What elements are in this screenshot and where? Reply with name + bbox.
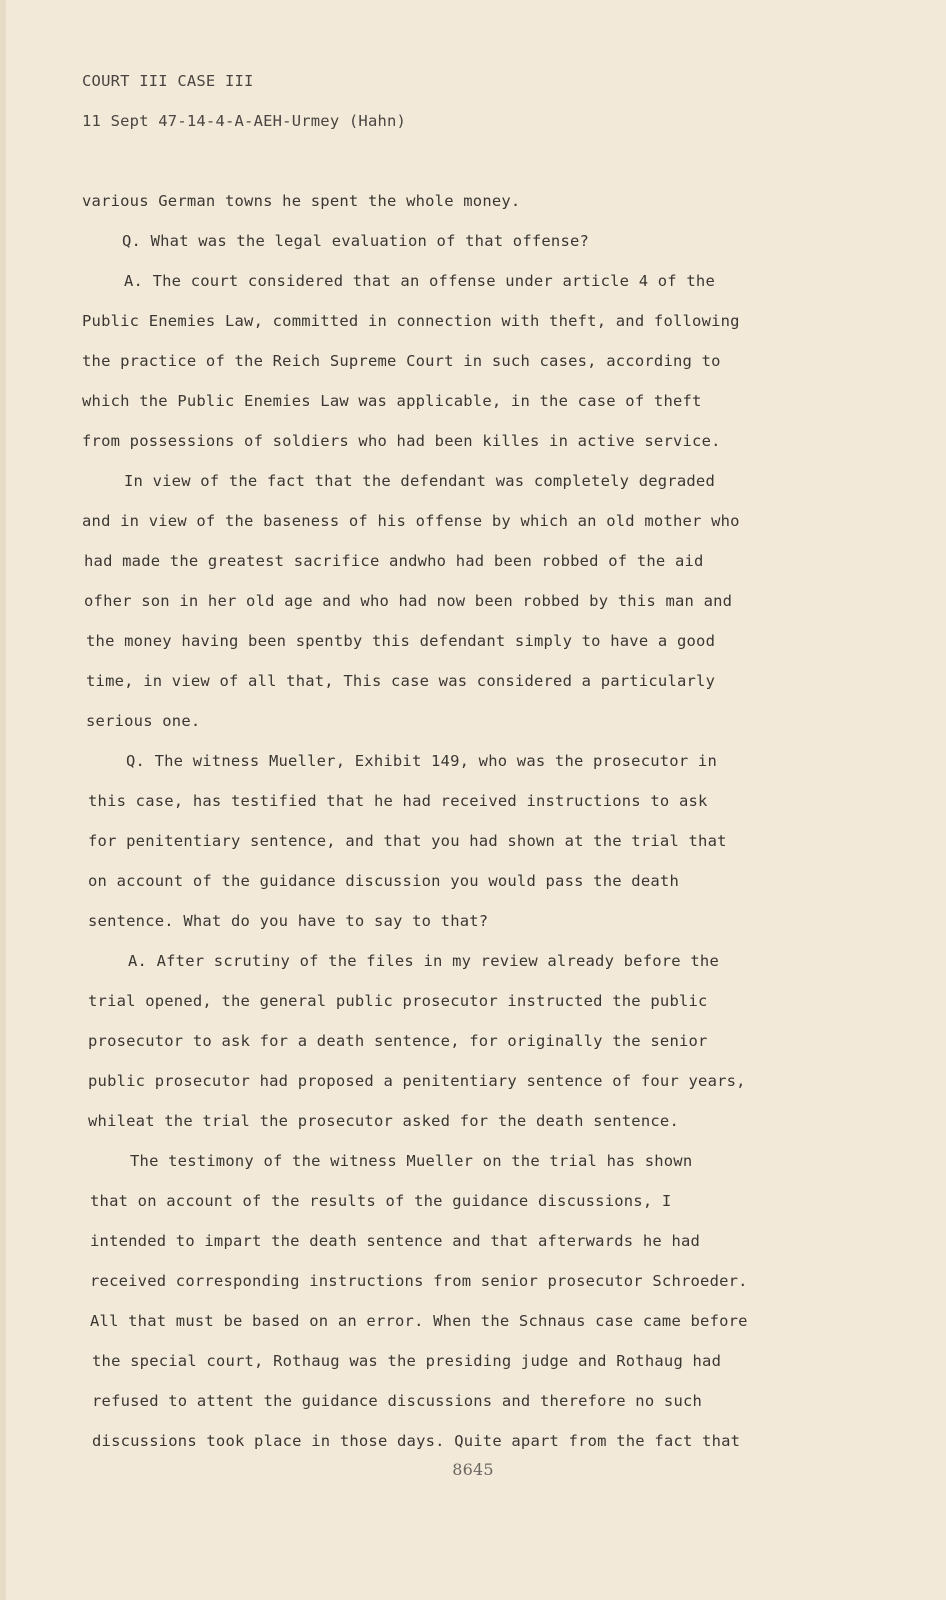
text-line: for penitentiary sentence, and that you had shown at the trial that xyxy=(88,832,727,850)
text-line: serious one. xyxy=(86,712,201,730)
text-line: public prosecutor had proposed a penitentiary sentence of four years, xyxy=(88,1072,746,1090)
text-line: the special court, Rothaug was the presiding judge and Rothaug had xyxy=(92,1352,722,1370)
text-line: received corresponding instructions from senior prosecutor Schroeder. xyxy=(90,1272,748,1290)
text-line: the money having been spentby this defendant simply to have a good xyxy=(86,632,716,650)
question-line: Q. What was the legal evaluation of that offense? xyxy=(122,232,590,250)
text-line: and in view of the baseness of his offense by which an old mother who xyxy=(82,512,740,530)
answer-line: A. After scrutiny of the files in my review already before the xyxy=(128,952,719,970)
text-line: time, in view of all that, This case was considered a particularly xyxy=(86,672,716,690)
text-line: had made the greatest sacrifice andwho had been robbed of the aid xyxy=(84,552,704,570)
question-line: Q. The witness Mueller, Exhibit 149, who was the prosecutor in xyxy=(126,752,717,770)
text-line: intended to impart the death sentence and that afterwards he had xyxy=(90,1232,701,1250)
court-case-header: COURT III CASE III xyxy=(82,72,254,90)
text-line: from possessions of soldiers who had been killes in active service. xyxy=(82,432,721,450)
text-line: on account of the guidance discussion you would pass the death xyxy=(88,872,679,890)
text-line: which the Public Enemies Law was applicable, in the case of theft xyxy=(82,392,702,410)
text-line: ofher son in her old age and who had now been robbed by this man and xyxy=(84,592,733,610)
text-line: trial opened, the general public prosecutor instructed the public xyxy=(88,992,708,1010)
text-line: various German towns he spent the whole money. xyxy=(82,192,521,210)
page-number: 8645 xyxy=(452,1460,494,1479)
paragraph-start-line: In view of the fact that the defendant was completely degraded xyxy=(124,472,715,490)
text-line: this case, has testified that he had received instructions to ask xyxy=(88,792,708,810)
text-line: that on account of the results of the guidance discussions, I xyxy=(90,1192,672,1210)
text-line: All that must be based on an error. When the Schnaus case came before xyxy=(90,1312,748,1330)
paragraph-start-line: The testimony of the witness Mueller on the trial has shown xyxy=(130,1152,693,1170)
text-line: Public Enemies Law, committed in connection with theft, and following xyxy=(82,312,740,330)
text-line: the practice of the Reich Supreme Court in such cases, according to xyxy=(82,352,721,370)
date-reference-line: 11 Sept 47-14-4-A-AEH-Urmey (Hahn) xyxy=(82,112,407,130)
text-line: prosecutor to ask for a death sentence, for originally the senior xyxy=(88,1032,708,1050)
answer-line: A. The court considered that an offense under article 4 of the xyxy=(124,272,715,290)
paper-edge xyxy=(0,0,6,1600)
text-line: refused to attent the guidance discussions and therefore no such xyxy=(92,1392,703,1410)
text-line: whileat the trial the prosecutor asked for the death sentence. xyxy=(88,1112,679,1130)
text-line: sentence. What do you have to say to that? xyxy=(88,912,489,930)
text-line: discussions took place in those days. Quite apart from the fact that xyxy=(92,1432,741,1450)
